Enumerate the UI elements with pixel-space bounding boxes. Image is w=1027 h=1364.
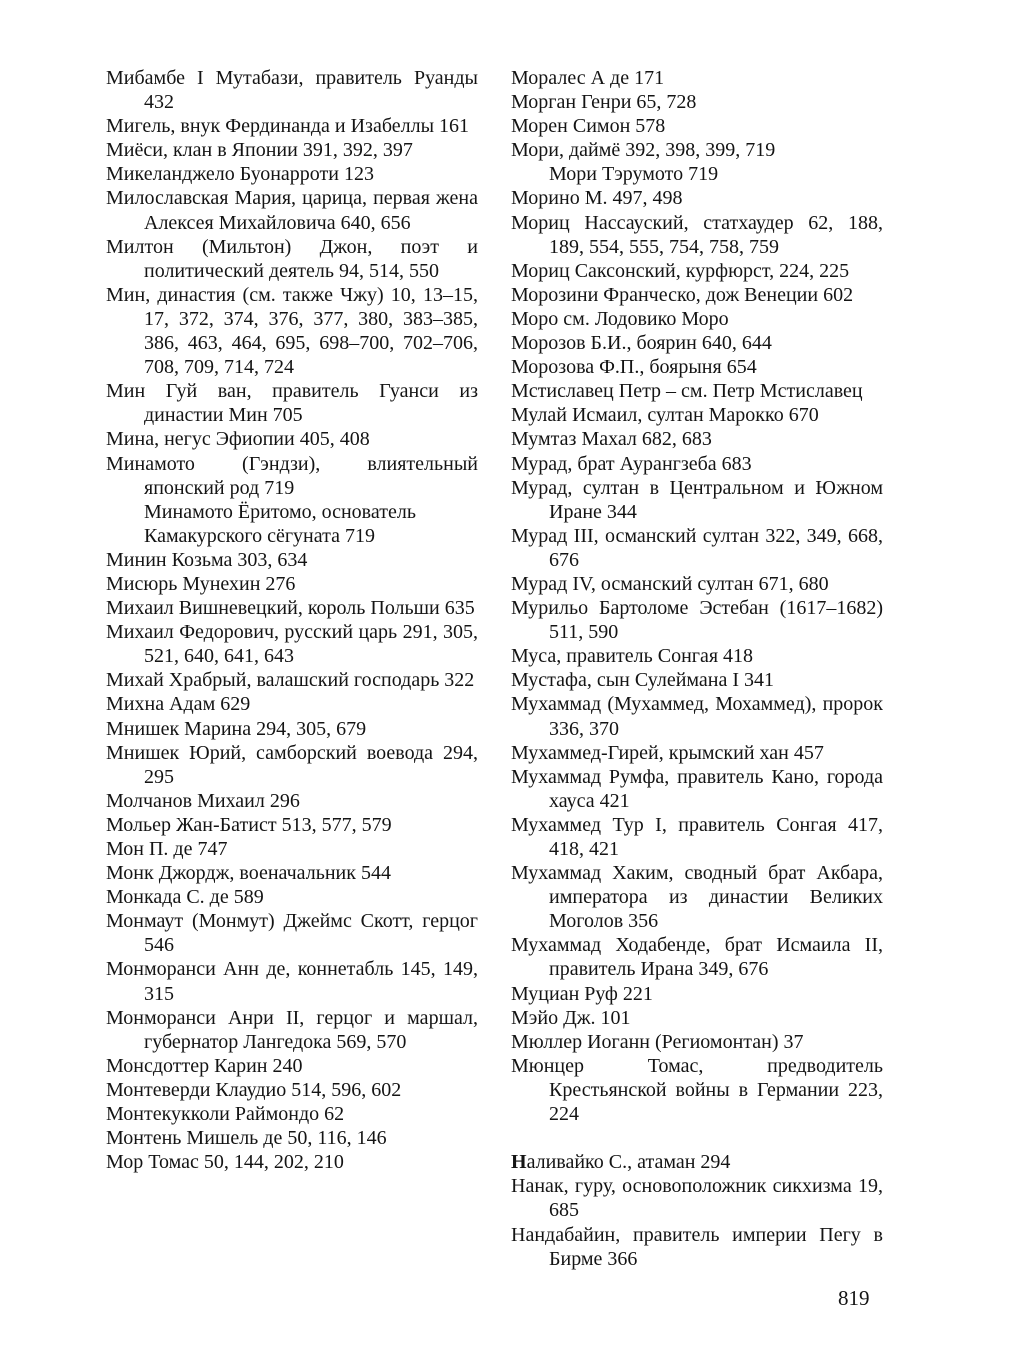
index-entry-text: Морозини Франческо, дож Венеции 602 [511, 283, 854, 306]
index-entry-text: Мурад, султан в Центральном и Южном Иране 344 [511, 476, 883, 523]
index-entry [106, 620, 478, 668]
index-entry-text: Микеланджело Буонарроти 123 [106, 163, 374, 186]
index-entry [511, 692, 883, 740]
index-entry [106, 452, 478, 500]
index-entry [511, 452, 883, 476]
index-entry-text: Нандабайин, правитель империи Пегу в Бирме 366 [511, 1223, 883, 1270]
index-entry [511, 861, 883, 933]
index-subentry [106, 500, 478, 548]
index-entry [106, 741, 478, 789]
index-entry-text: Монтень Мишель де 50, 116, 146 [106, 1127, 387, 1150]
index-entry [106, 909, 478, 957]
index-entry [511, 138, 883, 162]
index-entry-text: Мор Томас 50, 144, 202, 210 [106, 1151, 344, 1174]
index-entry-text: Мюнцер Томас, предводитель Крестьянской войны в Германии 223, 224 [511, 1054, 883, 1126]
index-entry-text: Мибамбе I Мутабази, правитель Руанды 432 [106, 67, 478, 114]
index-entry-text: Мухаммед-Гирей, крымский хан 457 [511, 741, 824, 764]
index-entry-text: Мориц Нассауский, статхаудер 62, 188, 189, 554, 555, 754, 758, 759 [511, 211, 883, 258]
index-entry [511, 403, 883, 427]
index-entry-text: Морган Генри 65, 728 [511, 91, 697, 114]
index-entry [106, 66, 478, 114]
index-entry-text: Молчанов Михаил 296 [106, 789, 300, 812]
index-entry [106, 596, 478, 620]
index-entry-text: Минамото Ёритомо, основатель Камакурского сёгуната 719 [144, 500, 416, 547]
index-entry-text: Мстиславец Петр – см. Петр Мстиславец [511, 380, 863, 403]
index-entry-text: Мориц Саксонский, курфюрст, 224, 225 [511, 259, 850, 282]
index-entry-text: Мухаммад Ходабенде, брат Исмаила II, правитель Ирана 349, 676 [511, 934, 883, 981]
index-entry-text: Мухаммад Румфа, правитель Кано, города хауса 421 [511, 765, 883, 812]
index-entry-text: Мори Тэрумото 719 [549, 163, 719, 186]
index-entry [511, 259, 883, 283]
index-entry [511, 427, 883, 451]
index-entry-text: Морен Симон 578 [511, 115, 666, 138]
index-entry [106, 114, 478, 138]
index-entry-text: Мюллер Иоганн (Региомонтан) 37 [511, 1030, 804, 1053]
index-entry [106, 1006, 478, 1054]
index-entry [106, 692, 478, 716]
index-entry [106, 861, 478, 885]
index-entry-text: Михаил Федорович, русский царь 291, 305, 521, 640, 641, 643 [106, 621, 478, 668]
index-entry-text: Миёси, клан в Японии 391, 392, 397 [106, 139, 413, 162]
index-entry [511, 1174, 883, 1222]
index-entry [511, 668, 883, 692]
index-entry-text: Монсдоттер Карин 240 [106, 1054, 303, 1077]
index-entry-text: Монморанси Анри II, герцог и маршал, губернатор Лангедока 569, 570 [106, 1006, 478, 1053]
index-column-right [511, 66, 883, 1271]
index-entry [511, 596, 883, 644]
index-entry [511, 1150, 883, 1174]
index-entry [511, 476, 883, 524]
index-entry [511, 186, 883, 210]
index-entry [511, 765, 883, 813]
index-entry [106, 789, 478, 813]
index-entry-text: Мин Гуй ван, правитель Гуанси из династии Мин 705 [106, 380, 478, 427]
index-entry [106, 957, 478, 1005]
index-entry-text: Мухаммад (Мухаммед, Мохаммед), пророк 336, 370 [511, 693, 883, 740]
index-entry-text: Михаил Вишневецкий, король Польши 635 [106, 597, 475, 620]
index-entry-text: Милославская Мария, царица, первая жена Алексея Михайловича 640, 656 [106, 187, 478, 234]
index-entry-text: Мурад, брат Аурангзеба 683 [511, 452, 752, 475]
index-entry-text: Мина, негус Эфиопии 405, 408 [106, 428, 370, 451]
index-entry [106, 162, 478, 186]
index-entry [511, 1054, 883, 1126]
index-entry [511, 741, 883, 765]
index-entry [106, 138, 478, 162]
index-entry [106, 717, 478, 741]
index-entry [106, 379, 478, 427]
index-entry-text: Монтекукколи Раймондо 62 [106, 1103, 345, 1126]
index-entry [106, 1054, 478, 1078]
index-entry [511, 1030, 883, 1054]
index-entry-text: Монкада С. де 589 [106, 886, 264, 909]
index-entry-text: Нанак, гуру, основоположник сикхизма 19, 685 [511, 1175, 883, 1222]
page-number: 819 [838, 1286, 870, 1310]
index-entry [511, 644, 883, 668]
index-entry-text: аливайко С., атаман 294 [526, 1151, 731, 1174]
index-subentry [511, 162, 883, 186]
index-entry [511, 283, 883, 307]
index-entry [106, 427, 478, 451]
index-entry [511, 1223, 883, 1271]
index-entry-text: Мнишек Юрий, самборский воевода 294, 295 [106, 741, 478, 788]
index-entry-text: Мин, династия (см. также Чжу) 10, 13–15, 17, 372, 374, 376, 377, 380, 383–385, 386, 463, 464, 695, 698–700, 702–706, 708, 709, 714, 724 [106, 283, 478, 379]
index-entry-text: Михна Адам 629 [106, 693, 251, 716]
index-entry [511, 933, 883, 981]
index-entry-text: Мурад III, османский султан 322, 349, 668, 676 [511, 524, 883, 571]
index-entry-text: Мулай Исмаил, султан Марокко 670 [511, 404, 819, 427]
index-entry-text: Мнишек Марина 294, 305, 679 [106, 717, 367, 740]
index-entry-text: Мольер Жан-Батист 513, 577, 579 [106, 813, 392, 836]
index-entry-text: Монк Джордж, военачальник 544 [106, 862, 391, 885]
index-entry [106, 668, 478, 692]
index-entry [106, 283, 478, 379]
index-entry [106, 1078, 478, 1102]
index-entry [106, 1150, 478, 1174]
index-entry-text: Мумтаз Махал 682, 683 [511, 428, 712, 451]
index-entry [511, 331, 883, 355]
index-entry [511, 572, 883, 596]
index-entry-text: Моралес А де 171 [511, 67, 665, 89]
index-entry-text: Милтон (Мильтон) Джон, поэт и политический деятель 94, 514, 550 [106, 235, 478, 282]
index-entry [511, 982, 883, 1006]
index-entry-text: Моро см. Лодовико Моро [511, 307, 729, 330]
index-entry-text: Муциан Руф 221 [511, 982, 653, 1005]
index-entry [106, 837, 478, 861]
index-entry-text: Мустафа, сын Сулеймана I 341 [511, 669, 775, 692]
index-entry [511, 307, 883, 331]
index-entry-text: Мигель, внук Фердинанда и Изабеллы 161 [106, 115, 470, 138]
index-entry-text: Мисюрь Мунехин 276 [106, 572, 296, 595]
index-entry [511, 90, 883, 114]
index-entry [106, 186, 478, 234]
index-entry [511, 813, 883, 861]
index-entry-text: Мухаммед Тур I, правитель Сонгая 417, 418, 421 [511, 813, 883, 860]
index-entry-text: Морозова Ф.П., боярыня 654 [511, 356, 757, 379]
index-entry [511, 66, 883, 90]
index-column-left [106, 66, 478, 1174]
index-entry-text: Морозов Б.И., боярин 640, 644 [511, 332, 772, 355]
index-entry-text: Мухаммад Хаким, сводный брат Акбара, императора из династии Великих Моголов 356 [511, 862, 883, 933]
index-entry [106, 235, 478, 283]
index-entry-text: Минамото (Гэндзи), влиятельный японский род 719 [106, 452, 478, 499]
index-entry-text: Мэйо Дж. 101 [511, 1006, 631, 1029]
index-entry [106, 548, 478, 572]
index-entry-text: Михай Храбрый, валашский господарь 322 [106, 669, 475, 692]
index-entry [106, 813, 478, 837]
index-entry-text: Монмаут (Монмут) Джеймс Скотт, герцог 546 [106, 910, 478, 957]
index-entry-text: Мори, даймё 392, 398, 399, 719 [511, 139, 776, 162]
index-entry-text: Мурильо Бартоломе Эстебан (1617–1682) 511, 590 [511, 597, 883, 644]
index-entry [511, 211, 883, 259]
index-entry-text: Минин Козьма 303, 634 [106, 548, 308, 571]
index-entry [106, 885, 478, 909]
index-entry [511, 114, 883, 138]
index-entry [106, 1126, 478, 1150]
index-entry [511, 355, 883, 379]
section-initial-letter: Н [511, 1151, 527, 1174]
index-entry-text: Мон П. де 747 [106, 838, 228, 860]
index-entry [511, 379, 883, 403]
section-gap [511, 1126, 883, 1150]
index-entry-text: Морино М. 497, 498 [511, 187, 683, 210]
index-entry-text: Мурад IV, османский султан 671, 680 [511, 572, 829, 595]
index-entry [511, 1006, 883, 1030]
index-entry [106, 572, 478, 596]
index-entry-text: Монморанси Анн де, коннетабль 145, 149, 315 [106, 958, 478, 1005]
index-entry-text: Монтеверди Клаудио 514, 596, 602 [106, 1078, 402, 1101]
index-entry-text: Муса, правитель Сонгая 418 [511, 645, 754, 668]
index-entry [511, 524, 883, 572]
index-entry [106, 1102, 478, 1126]
